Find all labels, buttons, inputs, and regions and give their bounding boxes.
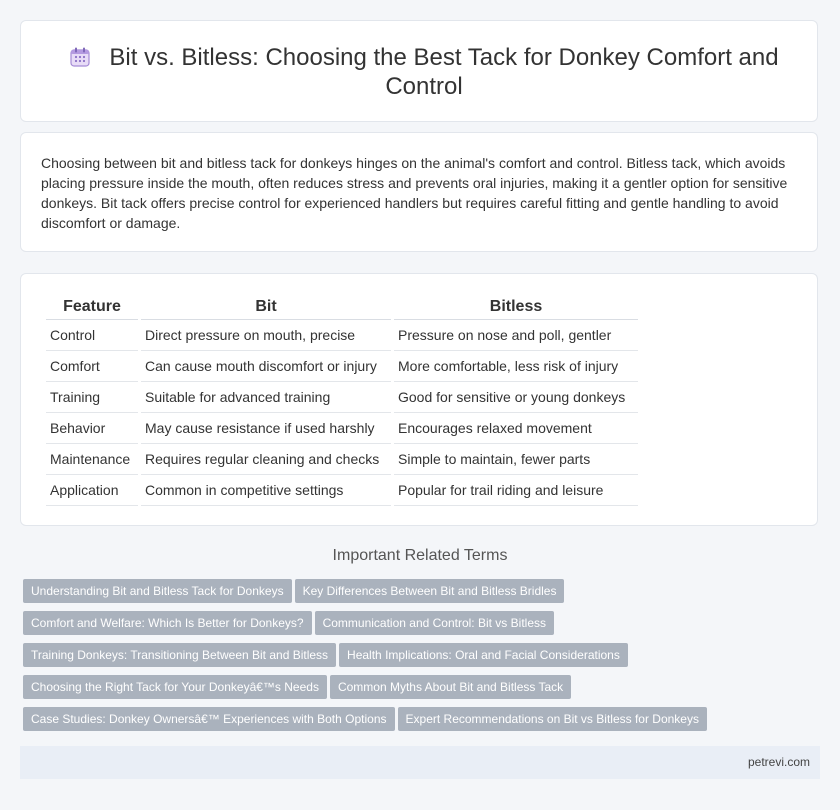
bit-cell: Common in competitive settings [141,475,391,506]
bitless-cell: Popular for trail riding and leisure [394,475,638,506]
related-term-link[interactable]: Expert Recommendations on Bit vs Bitless for Donkeys [398,707,707,731]
header-bit: Bit [141,294,391,320]
table-row [46,475,638,506]
related-term-link[interactable]: Communication and Control: Bit vs Bitless [315,611,554,635]
comparison-card [20,273,818,526]
bitless-cell: Simple to maintain, fewer parts [394,444,638,475]
related-term-link[interactable]: Training Donkeys: Transitioning Between Bit and Bitless [23,643,336,667]
page-title: Bit vs. Bitless: Choosing the Best Tack for Donkey Comfort and Control [109,44,779,100]
table-row [46,413,638,444]
bitless-cell: Encourages relaxed movement [394,413,638,444]
feature-cell: Application [46,475,138,506]
related-row [23,579,823,603]
intro-paragraph: Choosing between bit and bitless tack for donkeys hinges on the animal's comfort and control. Bitless tack, which avoids placing pressure inside the mouth, often reduces stress and prevents oral injuries, making it a gentler option for sensitive donkeys. Bit tack offers precise control for experienced handlers but requires careful fitting and gentle handling to avoid discomfort or damage. [41,155,788,231]
bitless-cell: Pressure on nose and poll, gentler [394,320,638,351]
related-row [23,675,823,699]
bit-cell: Can cause mouth discomfort or injury [141,351,391,382]
footer-site-link[interactable]: petrevi.com [747,755,810,769]
title-card [20,20,818,122]
bit-cell: Requires regular cleaning and checks [141,444,391,475]
header-feature: Feature [46,294,138,320]
related-term-link[interactable]: Key Differences Between Bit and Bitless Bridles [295,579,565,603]
feature-cell: Comfort [46,351,138,382]
feature-cell: Behavior [46,413,138,444]
table-row [46,351,638,382]
related-term-link[interactable]: Case Studies: Donkey Ownersâ€™ Experiences with Both Options [23,707,395,731]
related-term-link[interactable]: Comfort and Welfare: Which Is Better for Donkeys? [23,611,312,635]
table-row [46,320,638,351]
comparison-table [43,294,641,506]
table-row [46,382,638,413]
related-row [23,611,823,635]
related-row [23,643,823,667]
table-row [46,444,638,475]
related-terms-list [23,579,823,739]
footer [20,746,820,779]
feature-cell: Control [46,320,138,351]
bit-cell: Direct pressure on mouth, precise [141,320,391,351]
calendar-icon [69,46,91,68]
bitless-cell: More comfortable, less risk of injury [394,351,638,382]
related-row [23,707,823,731]
feature-cell: Maintenance [46,444,138,475]
feature-cell: Training [46,382,138,413]
table-header-row [46,294,638,320]
related-terms-heading: Important Related Terms [332,547,508,564]
bit-cell: May cause resistance if used harshly [141,413,391,444]
related-term-link[interactable]: Common Myths About Bit and Bitless Tack [330,675,571,699]
page-title-wrap [61,43,787,101]
bitless-cell: Good for sensitive or young donkeys [394,382,638,413]
related-term-link[interactable]: Health Implications: Oral and Facial Considerations [339,643,628,667]
bit-cell: Suitable for advanced training [141,382,391,413]
related-term-link[interactable]: Understanding Bit and Bitless Tack for Donkeys [23,579,292,603]
header-bitless: Bitless [394,294,638,320]
intro-card [20,132,818,252]
related-term-link[interactable]: Choosing the Right Tack for Your Donkeyâ€™s Needs [23,675,327,699]
